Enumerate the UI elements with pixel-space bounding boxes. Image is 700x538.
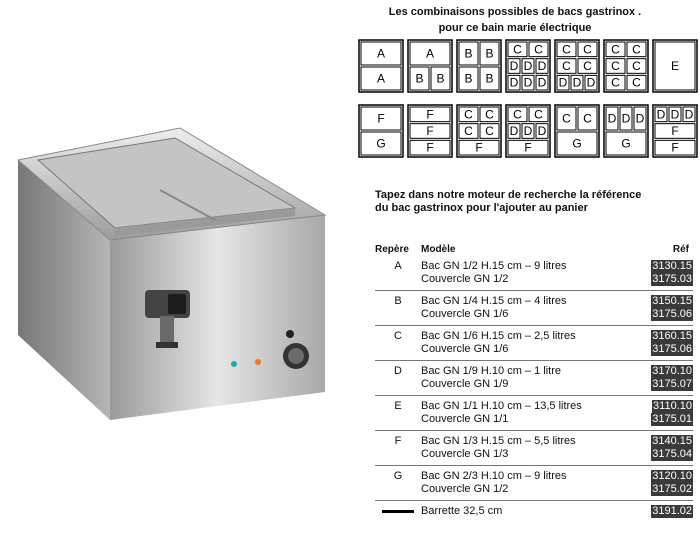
pan-label: C bbox=[611, 42, 620, 57]
ref-cell bbox=[621, 400, 693, 413]
repere-cell bbox=[375, 273, 421, 286]
ref-code: 3140.15 bbox=[652, 435, 692, 447]
pan-label: C bbox=[485, 107, 494, 122]
table-row bbox=[375, 400, 693, 413]
ref-cell bbox=[621, 273, 693, 286]
ref-cell bbox=[621, 448, 693, 461]
ref-cell bbox=[621, 308, 693, 321]
pan-label: G bbox=[376, 136, 386, 151]
ref-cell bbox=[621, 413, 693, 426]
pan-label: D bbox=[537, 59, 547, 73]
reference-table bbox=[375, 243, 693, 518]
table-row bbox=[375, 260, 693, 273]
modele-cell: Bac GN 2/3 H.10 cm – 9 litres bbox=[421, 470, 567, 482]
modele-cell: Couvercle GN 1/2 bbox=[421, 483, 509, 495]
pan-label: D bbox=[509, 59, 519, 73]
pan-label: F bbox=[426, 140, 434, 155]
pan-label: D bbox=[523, 124, 533, 138]
pan-label: A bbox=[376, 71, 386, 86]
combo-row1-2 bbox=[408, 40, 452, 92]
repere-cell bbox=[375, 448, 421, 461]
pan-label: D bbox=[509, 124, 519, 138]
combinations-diagram bbox=[355, 38, 700, 163]
modele-cell: Couvercle GN 1/2 bbox=[421, 273, 509, 285]
pan-label: B bbox=[464, 71, 473, 86]
pan-label: F bbox=[524, 140, 532, 155]
pan-label: C bbox=[464, 107, 473, 122]
pan-label: F bbox=[475, 140, 483, 155]
table-row bbox=[375, 470, 693, 483]
table-row bbox=[375, 365, 693, 378]
header-ref: Réf bbox=[672, 244, 689, 255]
ref-code: 3175.07 bbox=[652, 378, 692, 390]
pan-label: C bbox=[632, 59, 641, 73]
pan-label: D bbox=[586, 75, 596, 90]
pan-label: C bbox=[632, 75, 641, 90]
table-row bbox=[375, 448, 693, 461]
repere-cell: F bbox=[394, 435, 402, 447]
table-row bbox=[375, 343, 693, 356]
pan-label: D bbox=[523, 75, 533, 90]
pan-label: D bbox=[607, 111, 617, 126]
pan-label: C bbox=[562, 59, 571, 73]
ref-code: 3160.15 bbox=[652, 330, 692, 342]
table-row bbox=[375, 295, 693, 308]
pan-label: C bbox=[611, 59, 620, 73]
instruction-line-2: du bac gastrinox pour l'ajouter au panier bbox=[375, 202, 588, 214]
repere-cell: A bbox=[394, 260, 402, 272]
pan-label: F bbox=[377, 111, 385, 126]
pan-label: C bbox=[464, 124, 473, 138]
modele-cell: Couvercle GN 1/6 bbox=[421, 343, 509, 355]
pan-label: C bbox=[632, 42, 641, 57]
modele-cell: Couvercle GN 1/6 bbox=[421, 308, 509, 320]
modele-cell: Bac GN 1/9 H.10 cm – 1 litre bbox=[421, 365, 561, 377]
table-row bbox=[375, 483, 693, 496]
ref-code: 3175.06 bbox=[652, 343, 692, 355]
combo-row1-6 bbox=[604, 40, 648, 92]
ref-cell bbox=[621, 260, 693, 273]
repere-cell bbox=[375, 483, 421, 496]
pan-label: D bbox=[537, 75, 547, 90]
ref-code: 3175.04 bbox=[652, 448, 692, 460]
pan-label: C bbox=[513, 42, 522, 57]
pan-label: B bbox=[436, 71, 445, 86]
bain-marie-illustration bbox=[10, 120, 350, 420]
combo-row2-1 bbox=[359, 105, 403, 157]
ref-code: 3110.10 bbox=[653, 400, 692, 412]
ref-cell bbox=[621, 470, 693, 483]
modele-cell: Couvercle GN 1/1 bbox=[421, 413, 509, 425]
pan-label: C bbox=[562, 42, 571, 57]
pan-label: B bbox=[485, 46, 494, 61]
pan-label: C bbox=[513, 107, 522, 122]
header-modele: Modèle bbox=[421, 244, 456, 255]
combo-row2-2 bbox=[408, 105, 452, 157]
table-row bbox=[375, 308, 693, 321]
combo-row2-6 bbox=[604, 105, 648, 157]
table-row bbox=[375, 413, 693, 426]
table-row-barrette bbox=[375, 505, 693, 518]
ref-cell bbox=[621, 483, 693, 496]
pan-label: D bbox=[670, 107, 680, 122]
pan-label: D bbox=[656, 107, 666, 122]
combo-row1-3 bbox=[457, 40, 501, 92]
bar-line-icon bbox=[382, 510, 414, 513]
combo-row1-1 bbox=[359, 40, 403, 92]
repere-cell: D bbox=[394, 365, 402, 377]
combo-row2-3 bbox=[457, 105, 501, 157]
pan-label: C bbox=[611, 75, 620, 90]
pan-label: C bbox=[534, 107, 543, 122]
pan-label: D bbox=[621, 111, 631, 126]
pan-label: A bbox=[376, 46, 386, 61]
repere-cell bbox=[375, 378, 421, 391]
table-row bbox=[375, 273, 693, 286]
pan-label: F bbox=[671, 124, 679, 138]
repere-cell: E bbox=[394, 400, 402, 412]
ref-code: 3150.15 bbox=[652, 295, 692, 307]
pan-label: B bbox=[485, 71, 494, 86]
combinations-subtitle: pour ce bain marie électrique bbox=[438, 22, 592, 34]
table-header bbox=[375, 243, 693, 260]
modele-cell: Barrette 32,5 cm bbox=[421, 505, 503, 517]
ref-cell bbox=[621, 343, 693, 356]
repere-cell: B bbox=[394, 295, 402, 307]
combo-row2-7 bbox=[653, 105, 697, 157]
pan-label: F bbox=[426, 107, 434, 122]
pan-label: D bbox=[509, 75, 519, 90]
modele-cell: Couvercle GN 1/9 bbox=[421, 378, 509, 390]
combinations-title: Les combinaisons possibles de bacs gastrinox . bbox=[388, 6, 642, 18]
pan-label: D bbox=[558, 75, 568, 90]
modele-cell: Bac GN 1/2 H.15 cm – 9 litres bbox=[421, 260, 567, 272]
pan-label: F bbox=[671, 140, 679, 155]
ref-code: 3191.02 bbox=[652, 505, 692, 517]
header-repere: Repère bbox=[375, 244, 409, 255]
pan-label: C bbox=[485, 124, 494, 138]
pan-label: C bbox=[534, 42, 543, 57]
pan-label: D bbox=[523, 59, 533, 73]
modele-cell: Bac GN 1/3 H.15 cm – 5,5 litres bbox=[421, 435, 576, 447]
pan-label: G bbox=[621, 136, 631, 151]
modele-cell: Couvercle GN 1/3 bbox=[421, 448, 509, 460]
combo-row1-5 bbox=[555, 40, 599, 92]
table-row bbox=[375, 378, 693, 391]
combo-row1-7 bbox=[653, 40, 697, 92]
pan-label: C bbox=[562, 111, 571, 126]
ref-cell bbox=[621, 330, 693, 343]
pan-label: B bbox=[464, 46, 473, 61]
ref-code: 3175.01 bbox=[652, 413, 692, 425]
modele-cell: Bac GN 1/4 H.15 cm – 4 litres bbox=[421, 295, 567, 307]
ref-code: 3170.10 bbox=[652, 365, 692, 377]
table-row bbox=[375, 435, 693, 448]
ref-cell bbox=[621, 365, 693, 378]
modele-cell: Bac GN 1/6 H.15 cm – 2,5 litres bbox=[421, 330, 576, 342]
pan-label: C bbox=[583, 42, 592, 57]
pan-label: F bbox=[426, 124, 434, 138]
repere-cell bbox=[375, 343, 421, 356]
instruction-line-1: Tapez dans notre moteur de recherche la référence bbox=[375, 189, 642, 201]
pan-label: B bbox=[415, 71, 424, 86]
ref-code: 3175.03 bbox=[652, 273, 692, 285]
ref-code: 3175.06 bbox=[652, 308, 692, 320]
combo-row1-4 bbox=[506, 40, 550, 92]
pan-label: E bbox=[670, 59, 680, 73]
ref-code: 3130.15 bbox=[652, 260, 692, 272]
pan-label: D bbox=[572, 75, 582, 90]
pan-label: C bbox=[583, 111, 592, 126]
modele-cell: Bac GN 1/1 H.10 cm – 13,5 litres bbox=[421, 400, 582, 412]
ref-cell bbox=[621, 378, 693, 391]
table-row bbox=[375, 330, 693, 343]
pan-label: D bbox=[537, 124, 547, 138]
pan-label: G bbox=[572, 136, 582, 151]
repere-cell bbox=[375, 308, 421, 321]
ref-code: 3120.10 bbox=[652, 470, 692, 482]
repere-cell: C bbox=[394, 330, 402, 342]
pan-label: C bbox=[583, 59, 592, 73]
ref-cell bbox=[621, 435, 693, 448]
pan-label: D bbox=[635, 111, 645, 126]
combo-row2-5 bbox=[555, 105, 599, 157]
repere-cell bbox=[375, 413, 421, 426]
repere-cell: G bbox=[393, 470, 403, 482]
barrette-symbol bbox=[375, 505, 421, 518]
pan-label: D bbox=[684, 107, 694, 122]
ref-cell bbox=[621, 505, 693, 518]
search-instructions bbox=[375, 189, 685, 215]
ref-cell bbox=[621, 295, 693, 308]
pan-label: A bbox=[425, 46, 435, 61]
combo-row2-4 bbox=[506, 105, 550, 157]
ref-code: 3175.02 bbox=[652, 483, 692, 495]
